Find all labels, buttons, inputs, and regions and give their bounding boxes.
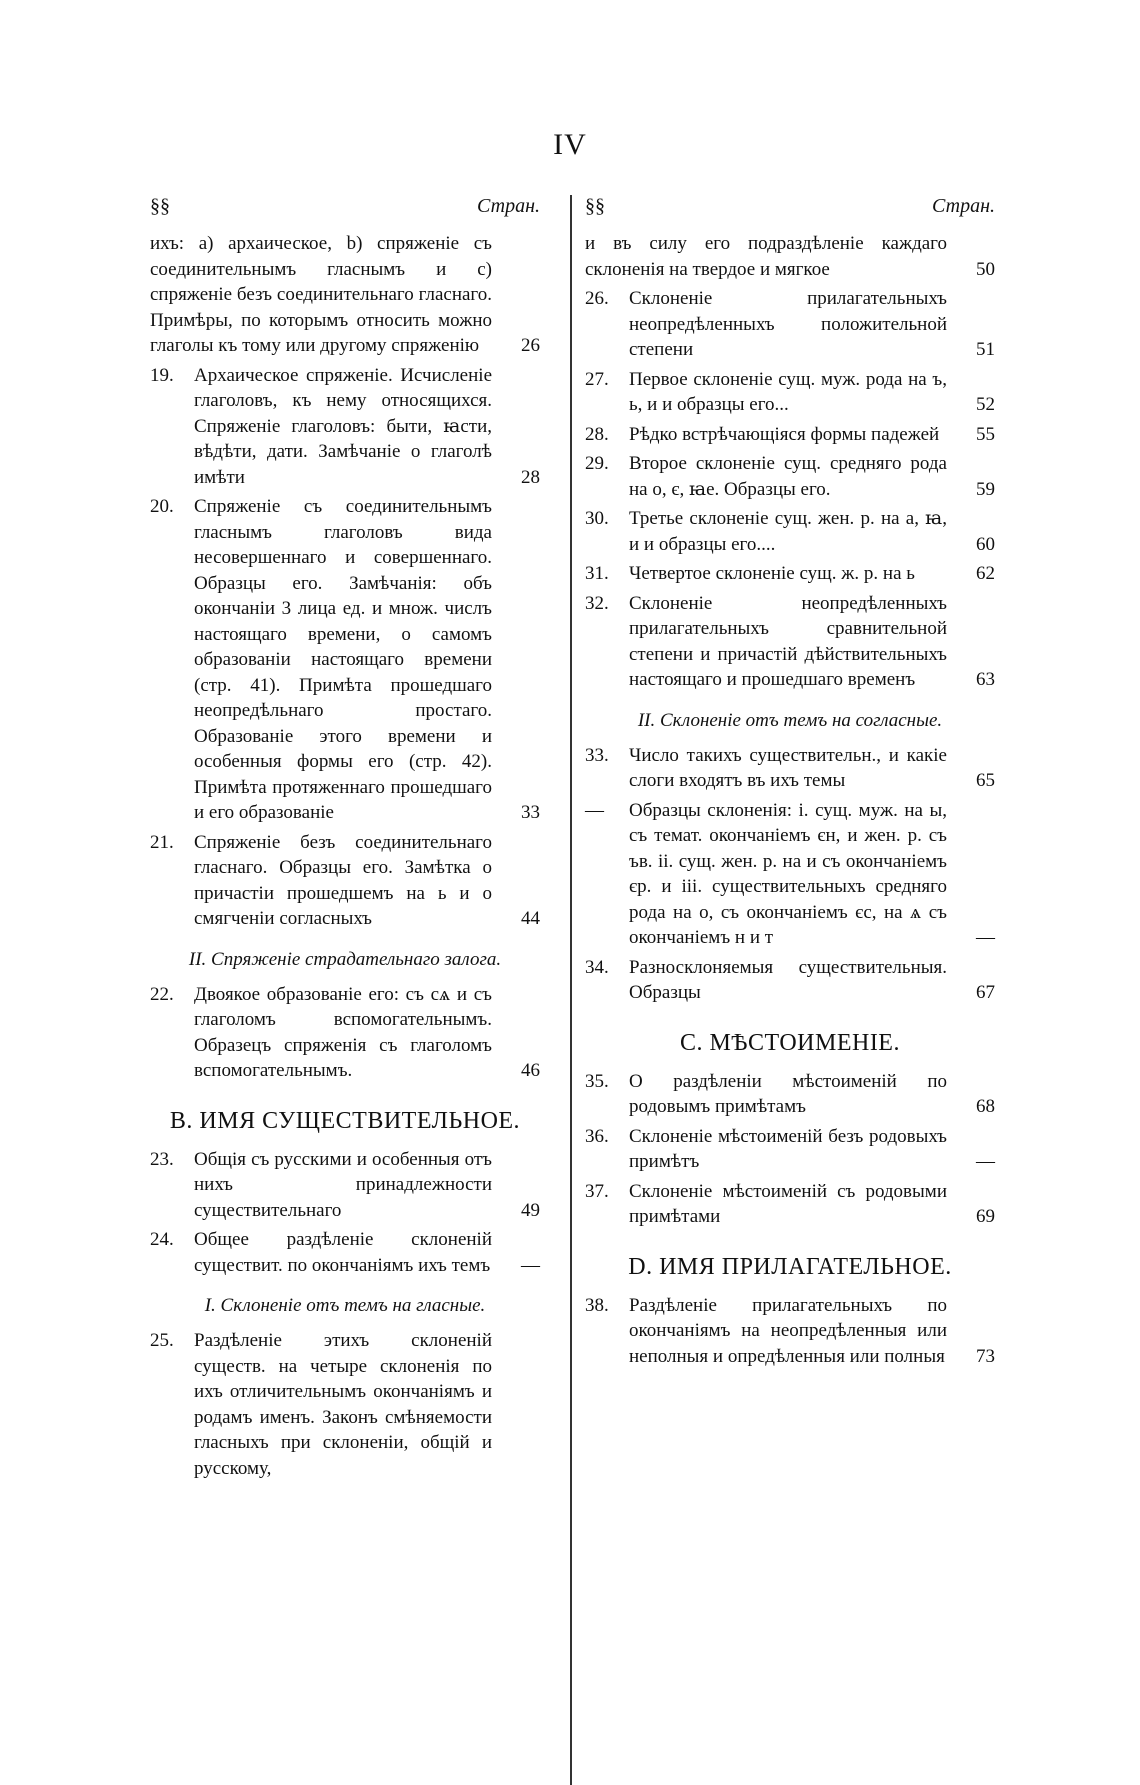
toc-entry: [585, 1179, 995, 1230]
toc-entry: [585, 955, 995, 1006]
entry-text: О раздѣленіи мѣстоименій по родовымъ примѣтамъ: [629, 1070, 947, 1117]
entry-text: Склоненіе мѣстоименій безъ родовыхъ примѣтъ: [629, 1125, 947, 1172]
entry-text: Раздѣленіе этихъ склоненій существ. на четыре склоненія по ихъ отличительнымъ окончаніямъ и родамъ именъ. Законъ смѣняемости гласныхъ при склоненіи, общій и русскому,: [194, 1330, 492, 1479]
entry-number: 19.: [150, 364, 174, 386]
toc-entry: [585, 591, 995, 693]
entry-text: Раздѣленіе прилагательныхъ по окончаніямъ на неопредѣленныя или неполныя и опредѣленныя или полныя: [629, 1294, 947, 1367]
column-header: [150, 195, 540, 231]
toc-blocks: [585, 231, 995, 1373]
entry-text: Рѣдко встрѣчающіяся формы падежей: [629, 423, 940, 445]
entry-text: Общее раздѣленіе склоненій существит. по окончаніямъ ихъ темъ: [194, 1229, 492, 1276]
toc-entry: [585, 561, 995, 587]
entry-number: 25.: [150, 1330, 174, 1351]
entry-text: Третье склоненіе сущ. жен. р. на а, ꙗ, и и образцы его....: [629, 508, 947, 555]
entry-number: 22.: [150, 983, 174, 1005]
entry-text: Архаическое спряженіе. Исчисленіе глаголовъ, къ нему относящихся. Спряженіе глаголовъ: быти, ꙗсти, вѣдѣти, дати. Замѣчаніе о глаголѣ имѣти: [194, 364, 492, 488]
entry-page: 65: [976, 770, 995, 791]
entry-number: —: [585, 799, 604, 821]
entry-page: —: [521, 1254, 540, 1276]
entry-page: 63: [976, 669, 995, 690]
section-symbol: §§: [150, 195, 170, 217]
entry-text: Четвертое склоненіе сущ. ж. р. на ь: [629, 563, 915, 584]
entry-page: 52: [976, 394, 995, 415]
toc-entry: [150, 1328, 540, 1481]
entry-page: 28: [521, 466, 540, 488]
toc-entry: [585, 1069, 995, 1120]
entry-number: 27.: [585, 368, 609, 390]
entry-page: 68: [976, 1096, 995, 1117]
toc-entry: [150, 982, 540, 1084]
entry-page: —: [976, 927, 995, 948]
entry-number: 21.: [150, 831, 174, 853]
toc-entry: [585, 506, 995, 557]
entry-page: 62: [976, 563, 995, 584]
entry-text: Склоненіе неопредѣленныхъ прилагательныхъ сравнительной степени и причастій дѣйствительныхъ настоящаго и прошедшаго временъ: [629, 592, 947, 690]
entry-text: Спряженіе съ соединительнымъ гласнымъ глаголовъ вида несовершеннаго и совершеннаго. Образцы его. Замѣчанія: объ окончаніи 3 лица ед. и множ. числъ настоящаго времени, о самомъ образованіи настоящаго времени (стр. 41). Примѣта прошедшаго неопредѣльнаго простаго. Образованіе этого времени и особенныя формы его (стр. 42). Примѣта протяженнаго прошедшаго и его образованіе: [194, 496, 492, 823]
entry-page: 73: [976, 1345, 995, 1367]
entry-number: 30.: [585, 508, 609, 529]
toc-entry: [150, 1227, 540, 1278]
entry-text: Спряженіе безъ соединительнаго гласнаго. Образцы его. Замѣтка о причастіи прошедшемъ на ь и о смягченіи согласныхъ: [194, 831, 492, 929]
entry-page: 69: [976, 1206, 995, 1227]
entry-text: Образцы склоненія: i. сущ. муж. на ы, съ темат. окончаніемъ єн, и жен. р. съ ъв. ii. сущ. жен. р. на и съ окончаніемъ єр. и iii. существительныхъ средняго рода на о, съ окончаніемъ єс, на ѧ съ окончаніемъ н и т: [629, 799, 947, 948]
entry-page: 55: [976, 423, 995, 445]
entry-number: 36.: [585, 1125, 609, 1147]
entry-number: 24.: [150, 1229, 174, 1250]
entry-page: 67: [976, 982, 995, 1003]
entry-text: ихъ: а) архаическое, b) спряженіе съ соединительнымъ гласнымъ и c) спряженіе безъ соединительнаго гласнаго. Примѣры, по которымъ относить можно глаголы къ тому или другому спряженію: [150, 233, 492, 356]
entry-number: 20.: [150, 496, 174, 517]
toc-entry: [585, 422, 995, 448]
toc-blocks: [150, 231, 540, 1485]
entry-page: 50: [976, 258, 995, 280]
entry-text: Второе склоненіе сущ. средняго рода на о, є, ꙗе. Образцы его.: [629, 453, 947, 500]
toc-entry: [585, 743, 995, 794]
toc-entry: [585, 451, 995, 502]
entry-number: 35.: [585, 1070, 609, 1092]
entry-page: 46: [521, 1060, 540, 1081]
toc-entry: [150, 830, 540, 932]
entry-text: Первое склоненіе сущ. муж. рода на ъ, ь, и и образцы его...: [629, 368, 947, 415]
entry-number: 37.: [585, 1180, 609, 1202]
entry-number: 28.: [585, 423, 609, 445]
toc-entry: [585, 1293, 995, 1370]
subsection-heading: II. Спряженіе страдательнаго залога.: [188, 948, 502, 970]
entry-page: 33: [521, 802, 540, 823]
entry-number: 26.: [585, 288, 609, 309]
entry-number: 38.: [585, 1294, 609, 1316]
entry-page: 59: [976, 478, 995, 500]
page-label: Стран.: [932, 195, 995, 217]
toc-entry: [150, 1147, 540, 1224]
entry-number: 31.: [585, 563, 609, 584]
entry-number: 33.: [585, 744, 609, 766]
column-header: [585, 195, 995, 231]
page-number: IV: [553, 128, 587, 161]
toc-entry: [150, 231, 540, 359]
toc-entry: [150, 494, 540, 826]
toc-entry: [150, 363, 540, 491]
toc-entry: [585, 367, 995, 418]
entry-number: 34.: [585, 956, 609, 978]
toc-entry: [585, 286, 995, 363]
left-column: [150, 195, 540, 1485]
subsection-heading: II. Склоненіе отъ темъ на согласные.: [637, 709, 943, 731]
entry-page: 26: [521, 335, 540, 356]
entry-page: —: [976, 1151, 995, 1172]
section-symbol: §§: [585, 195, 605, 217]
entry-number: 23.: [150, 1148, 174, 1170]
entry-text: Общія съ русскими и особенныя отъ нихъ принадлежности существительнаго: [194, 1148, 492, 1221]
entry-page: 49: [521, 1199, 540, 1221]
toc-entry: [585, 1124, 995, 1175]
subsection-heading: I. Склоненіе отъ темъ на гласные.: [204, 1295, 486, 1316]
right-column: [585, 195, 995, 1373]
entry-page: 51: [976, 339, 995, 360]
entry-number: 32.: [585, 592, 609, 614]
section-heading: B. ИМЯ СУЩЕСТВИТЕЛЬНОЕ.: [169, 1107, 521, 1134]
page-label: Стран.: [477, 195, 540, 217]
section-heading: C. МѢСТОИМЕНІЕ.: [680, 1029, 900, 1056]
entry-text: Число такихъ существительн., и какіе слоги входятъ въ ихъ темы: [629, 744, 947, 791]
entry-text: и въ силу его подраздѣленіе каждаго склоненія на твердое и мягкое: [585, 233, 947, 280]
entry-text: Склоненіе прилагательныхъ неопредѣленныхъ положительной степени: [629, 288, 947, 360]
entry-page: 60: [976, 533, 995, 555]
column-divider: [570, 195, 572, 1785]
entry-page: 44: [521, 908, 540, 929]
entry-text: Разносклоняемыя существительныя. Образцы: [629, 956, 947, 1003]
entry-text: Двоякое образованіе его: съ сѧ и съ глаголомъ вспомогательнымъ. Образецъ спряженія съ глаголомъ вспомогательнымъ.: [194, 983, 492, 1081]
toc-entry: [585, 798, 995, 951]
entry-text: Склоненіе мѣстоименій съ родовыми примѣтами: [629, 1180, 947, 1227]
entry-number: 29.: [585, 453, 609, 474]
toc-entry: [585, 231, 995, 282]
section-heading: D. ИМЯ ПРИЛАГАТЕЛЬНОЕ.: [628, 1253, 952, 1280]
